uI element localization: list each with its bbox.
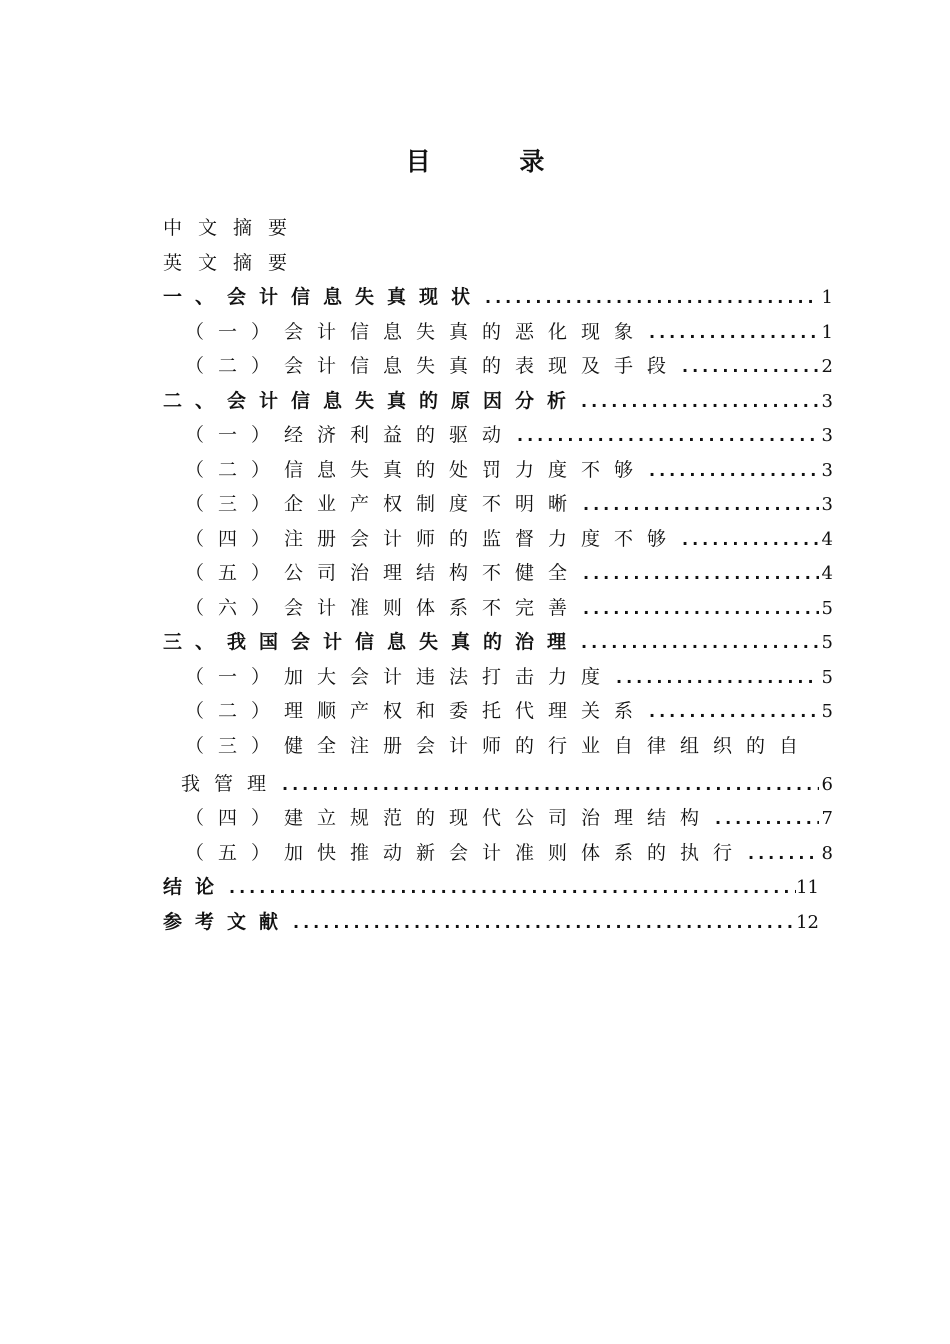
toc-leader-dots [581, 392, 819, 411]
toc-page-number: 4 [821, 563, 833, 584]
toc-entry-label: （一）加大会计违法打击力度 [185, 665, 615, 688]
toc-entry-label: （一）会计信息失真的恶化现象 [185, 320, 648, 343]
toc-page-number: 11 [796, 877, 819, 898]
toc-entry-label: （五）加快推动新会计准则体系的执行 [185, 841, 747, 864]
toc-entry-chinese-abstract[interactable] [163, 213, 833, 248]
toc-entry-label: 我管理 [181, 772, 281, 795]
toc-page-number: 4 [821, 528, 833, 550]
toc-entry-section-2[interactable] [163, 386, 833, 421]
toc-leader-dots [293, 913, 796, 932]
toc-entry-section-3-5[interactable] [163, 838, 833, 873]
toc-entry-conclusion[interactable] [163, 872, 833, 907]
toc-leader-dots [229, 878, 796, 897]
toc-entry-label: （四）注册会计师的监督力度不够 [185, 527, 681, 550]
toc-entry-english-abstract[interactable] [163, 248, 833, 283]
toc-entry-section-1-2[interactable] [163, 351, 833, 386]
toc-entry-section-2-1[interactable] [163, 420, 833, 455]
toc-page-number: 3 [821, 494, 833, 515]
toc-entry-label: （二）会计信息失真的表现及手段 [185, 355, 681, 377]
toc-leader-dots [682, 357, 819, 376]
toc-page-number: 3 [821, 459, 833, 481]
toc-page-number: 1 [821, 321, 833, 343]
toc-page-number: 1 [821, 287, 833, 308]
toc-page-number: 5 [821, 701, 833, 722]
toc-entry-label: （五）公司治理结构不健全 [185, 562, 582, 584]
toc-leader-dots [649, 323, 819, 342]
toc-entry-section-2-4[interactable] [163, 524, 833, 559]
toc-entry-label: 中文摘要 [163, 217, 304, 239]
toc-page-number: 2 [821, 356, 833, 377]
toc-entry-section-2-6[interactable] [163, 593, 833, 628]
toc-entry-section-2-5[interactable] [163, 558, 833, 593]
toc-entry-label: 参考文献 [163, 910, 292, 933]
toc-leader-dots [583, 495, 819, 514]
toc-entry-label: （二）信息失真的处罚力度不够 [185, 458, 648, 481]
toc-leader-dots [682, 530, 819, 549]
toc-entry-label: 一、会计信息失真现状 [163, 286, 484, 308]
toc-leader-dots [748, 844, 819, 863]
toc-leader-dots [583, 599, 819, 618]
toc-entry-section-1[interactable] [163, 282, 833, 317]
toc-entry-label: （二）理顺产权和委托代理关系 [185, 700, 648, 722]
toc-page-number: 5 [821, 597, 833, 619]
toc-leader-dots [282, 775, 819, 794]
toc-entry-section-3[interactable] [163, 627, 833, 662]
toc-entry-section-2-3[interactable] [163, 489, 833, 524]
toc-page-number: 6 [821, 773, 833, 795]
toc-entry-label: 结论 [163, 876, 228, 898]
toc-entry-section-2-2[interactable] [163, 455, 833, 490]
toc-page-number: 3 [821, 425, 833, 446]
toc-entry-references[interactable] [163, 907, 833, 942]
toc-page-number: 8 [821, 842, 833, 864]
toc-entry-section-3-2[interactable] [163, 696, 833, 731]
table-of-contents [163, 213, 833, 941]
toc-page-number: 7 [821, 808, 833, 829]
toc-entry-label: （四）建立规范的现代公司治理结构 [185, 807, 714, 829]
toc-page-number: 5 [821, 632, 833, 653]
toc-entry-label: （三）健全注册会计师的行业自律组织的自 [185, 734, 813, 757]
toc-leader-dots [649, 702, 819, 721]
toc-entry-label: （六）会计准则体系不完善 [185, 596, 582, 619]
toc-entry-label: （一）经济利益的驱动 [185, 424, 516, 446]
toc-leader-dots [583, 564, 819, 583]
toc-entry-label: （三）企业产权制度不明晰 [185, 493, 582, 515]
toc-leader-dots [649, 461, 819, 480]
toc-entry-label: 二、会计信息失真的原因分析 [163, 389, 580, 412]
toc-entry-label: 三、我国会计信息失真的治理 [163, 631, 580, 653]
toc-page-number: 5 [821, 666, 833, 688]
toc-leader-dots [517, 426, 819, 445]
toc-entry-section-3-4[interactable] [163, 803, 833, 838]
toc-leader-dots [581, 633, 819, 652]
toc-leader-dots [616, 668, 819, 687]
toc-entry-section-3-3-continued[interactable] [163, 769, 833, 804]
toc-leader-dots [485, 288, 819, 307]
toc-page-number: 3 [821, 390, 833, 412]
toc-entry-section-3-1[interactable] [163, 662, 833, 697]
toc-entry-section-1-1[interactable] [163, 317, 833, 352]
toc-entry-section-3-3[interactable] [163, 731, 833, 769]
toc-entry-label: 英文摘要 [163, 251, 304, 274]
toc-leader-dots [715, 809, 819, 828]
toc-page-number: 12 [796, 911, 819, 933]
page-title: 目 录 [405, 147, 585, 176]
